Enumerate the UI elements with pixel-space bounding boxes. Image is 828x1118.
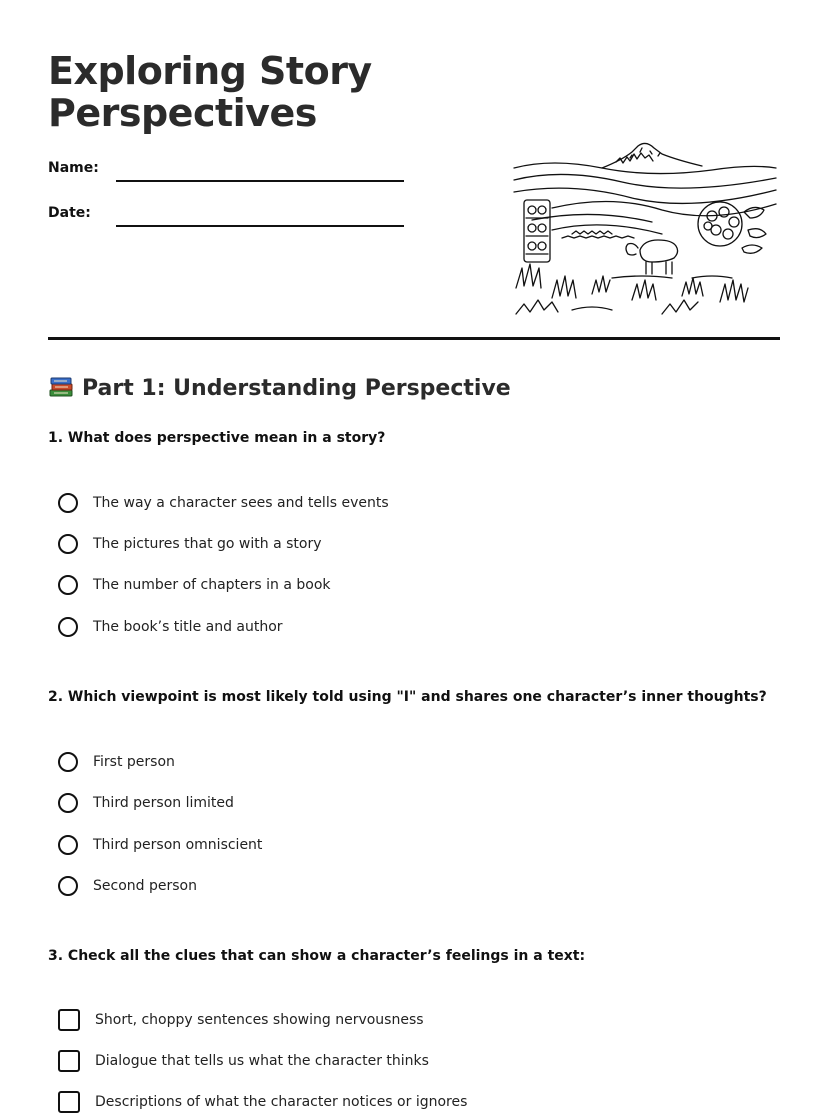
checkbox[interactable]	[58, 1050, 80, 1072]
option-label: Descriptions of what the character notices or ignores	[95, 1094, 468, 1110]
landscape-illustration	[512, 138, 778, 318]
books-icon	[48, 374, 74, 398]
question-3: 3. Check all the clues that can show a character’s feelings in a text:	[48, 948, 586, 964]
radio-button[interactable]	[58, 793, 78, 813]
option-label: Third person limited	[93, 795, 234, 811]
name-label: Name:	[48, 160, 99, 176]
option-label: Second person	[93, 878, 197, 894]
radio-button[interactable]	[58, 575, 78, 595]
option-label: Short, choppy sentences showing nervousness	[95, 1012, 424, 1028]
option-label: The number of chapters in a book	[93, 577, 331, 593]
radio-button[interactable]	[58, 876, 78, 896]
title-line-1: Exploring Story	[48, 49, 372, 93]
checkbox[interactable]	[58, 1091, 80, 1113]
checkbox[interactable]	[58, 1009, 80, 1031]
section-divider	[48, 337, 780, 340]
question-1-option-3[interactable]	[58, 573, 331, 597]
option-label: Third person omniscient	[93, 837, 263, 853]
question-2-option-3[interactable]	[58, 833, 262, 857]
question-2-option-2[interactable]	[58, 791, 234, 815]
question-3-option-1[interactable]	[58, 1008, 424, 1032]
question-1-option-4[interactable]	[58, 615, 283, 639]
option-label: Dialogue that tells us what the character thinks	[95, 1053, 429, 1069]
name-field[interactable]	[116, 180, 404, 182]
worksheet-title	[48, 50, 372, 134]
question-2: 2. Which viewpoint is most likely told using "I" and shares one character’s inner thoughts?	[48, 689, 767, 705]
radio-button[interactable]	[58, 534, 78, 554]
radio-button[interactable]	[58, 493, 78, 513]
question-1: 1. What does perspective mean in a story?	[48, 430, 386, 446]
part-1-heading-text: Part 1: Understanding Perspective	[82, 376, 511, 401]
option-label: The way a character sees and tells events	[93, 495, 389, 511]
question-3-option-3[interactable]	[58, 1090, 467, 1114]
title-line-2: Perspectives	[48, 91, 317, 135]
question-2-option-4[interactable]	[58, 874, 197, 898]
part-1-heading	[48, 374, 511, 404]
date-label: Date:	[48, 205, 91, 221]
option-label: First person	[93, 754, 175, 770]
radio-button[interactable]	[58, 752, 78, 772]
question-1-option-2[interactable]	[58, 532, 321, 556]
radio-button[interactable]	[58, 617, 78, 637]
question-2-option-1[interactable]	[58, 750, 175, 774]
date-field[interactable]	[116, 225, 404, 227]
radio-button[interactable]	[58, 835, 78, 855]
question-3-option-2[interactable]	[58, 1049, 429, 1073]
option-label: The pictures that go with a story	[93, 536, 322, 552]
question-1-option-1[interactable]	[58, 491, 389, 515]
option-label: The book’s title and author	[93, 619, 283, 635]
